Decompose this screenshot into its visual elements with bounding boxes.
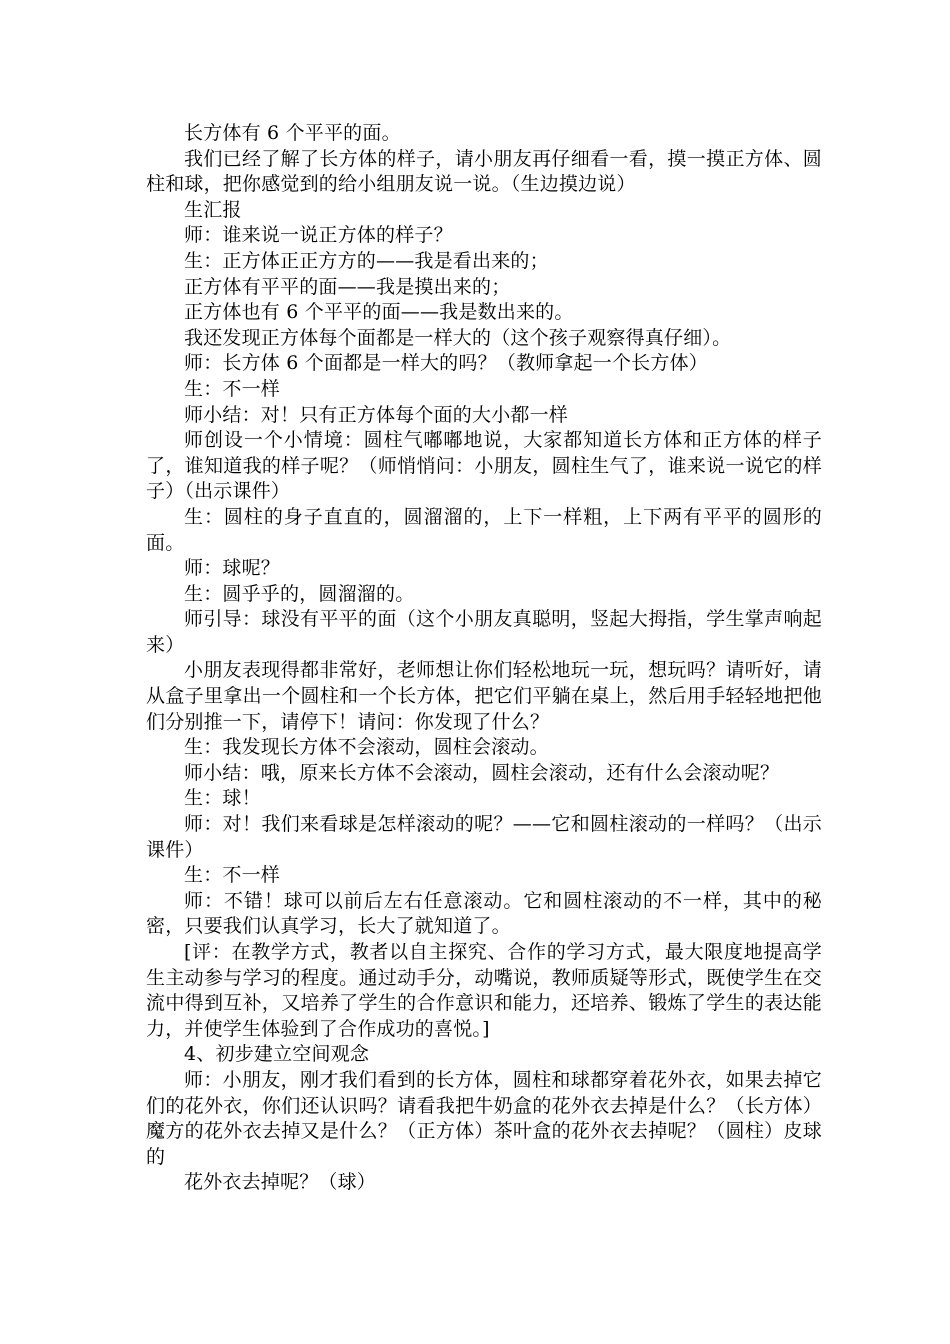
paragraph: 师小结：哦，原来长方体不会滚动，圆柱会滚动，还有什么会滚动呢？ [184,761,780,784]
paragraph: 正方体有平平的面——我是摸出来的； [184,275,511,298]
paragraph: 师：谁来说一说正方体的样子？ [184,224,453,247]
paragraph: 花外衣去掉呢？（球） [184,1171,377,1194]
paragraph: 生：球！ [184,787,261,810]
paragraph: 生汇报 [184,198,242,221]
paragraph: 我还发现正方体每个面都是一样大的（这个孩子观察得真仔细）。 [184,326,732,349]
paragraph: 师创设一个小情境：圆柱气嘟嘟地说，大家都知道长方体和正方体的样子了，谁知道我的样子呢？（师悄悄问：小朋友，圆柱生气了，谁来说一说它的样子）（出示课件） [146,429,822,503]
document-body [146,121,822,1196]
paragraph: 师：球呢？ [184,557,281,580]
paragraph: 师：小朋友，刚才我们看到的长方体，圆柱和球都穿着花外衣，如果去掉它们的花外衣，你们还认识吗？请看我把牛奶盒的花外衣去掉是什么？（长方体）魔方的花外衣去掉又是什么？（正方体）茶叶盒的花外衣去掉呢？（圆柱）皮球的 [146,1068,822,1168]
paragraph: 正方体也有 6 个平平的面——我是数出来的。 [184,301,574,324]
paragraph: 师引导：球没有平平的面（这个小朋友真聪明，竖起大拇指，学生掌声响起来） [146,608,822,656]
paragraph: 小朋友表现得都非常好，老师想让你们轻松地玩一玩，想玩吗？请听好，请从盒子里拿出一个圆柱和一个长方体，把它们平躺在桌上，然后用手轻轻地把他们分别推一下，请停下！请问：你发现了什么？ [146,659,822,733]
paragraph: 师：对！我们来看球是怎样滚动的呢？——它和圆柱滚动的一样吗？（出示课件） [146,813,822,861]
section-heading: 4、初步建立空间观念 [184,1043,370,1066]
paragraph: 长方体有 6 个平平的面。 [184,122,401,144]
paragraph: 师：不错！球可以前后左右任意滚动。它和圆柱滚动的不一样，其中的秘密，只要我们认真学习，长大了就知道了。 [146,889,822,938]
paragraph: 生：不一样 [184,377,281,400]
paragraph: 我们已经了解了长方体的样子，请小朋友再仔细看一看，摸一摸正方体、圆柱和球，把你感觉到的给小组朋友说一说。（生边摸边说） [146,147,822,196]
paragraph: 生：不一样 [184,864,281,887]
paragraph: 师小结：对！只有正方体每个面的大小都一样 [184,403,569,426]
paragraph: 生：圆柱的身子直直的，圆溜溜的，上下一样粗，上下两有平平的圆形的面。 [146,505,822,554]
comment-paragraph: [评：在教学方式，教者以自主探究、合作的学习方式，最大限度地提高学生主动参与学习的程度。通过动手分，动嘴说，教师质疑等形式，既使学生在交流中得到互补，又培养了学生的合作意识和能力，还培养、锻炼了学生的表达能力，并使学生体验到了合作成功的喜悦。] [146,941,822,1040]
paragraph: 师：长方体 6 个面都是一样大的吗？（教师拿起一个长方体） [184,352,708,375]
paragraph: 生：我发现长方体不会滚动，圆柱会滚动。 [184,736,549,759]
paragraph: 生：圆乎乎的，圆溜溜的。 [184,582,415,605]
paragraph: 生：正方体正正方方的——我是看出来的； [184,249,549,272]
